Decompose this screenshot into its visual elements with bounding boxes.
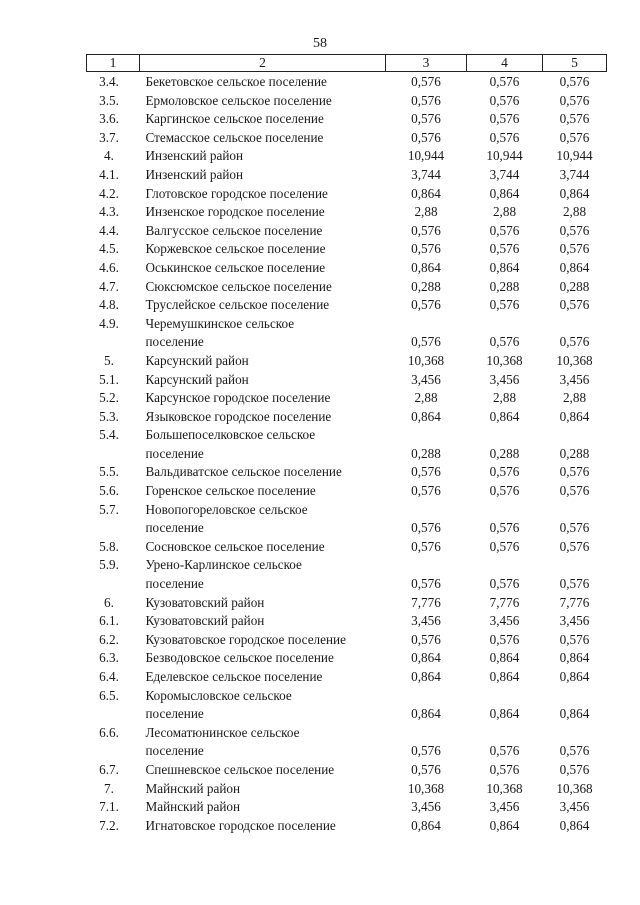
row-value-col-4: 0,576 bbox=[489, 241, 520, 257]
table-row bbox=[87, 556, 607, 593]
table-row bbox=[87, 371, 607, 390]
table-row bbox=[87, 426, 607, 463]
row-name-line: Новопогореловское сельское bbox=[145, 501, 308, 517]
row-value-col-4: 0,576 bbox=[489, 464, 520, 480]
row-value-col-4: 0,864 bbox=[489, 185, 520, 201]
row-value-col-5: 0,864 bbox=[559, 669, 590, 684]
row-name-line: Валгусское сельское поселение bbox=[145, 222, 323, 238]
row-name bbox=[140, 92, 386, 111]
row-name bbox=[140, 612, 386, 631]
row-name bbox=[140, 72, 386, 92]
row-value-col-4: 0,864 bbox=[489, 650, 520, 666]
row-name-line: Оськинское сельское поселение bbox=[145, 259, 326, 275]
row-value-col-5: 10,368 bbox=[556, 352, 593, 368]
row-value-col-5: 0,576 bbox=[559, 111, 590, 127]
row-value-col-3: 10,368 bbox=[407, 352, 445, 368]
row-name-line: Сюксюмское сельское поселение bbox=[145, 278, 332, 294]
row-name-line: Карсунский район bbox=[145, 352, 249, 368]
table-row bbox=[87, 352, 607, 371]
row-name-line: Стемасское сельское поселение bbox=[145, 129, 324, 145]
row-name-line: Ермоловское сельское поселение bbox=[145, 92, 332, 108]
row-value-col-3: 3,456 bbox=[411, 799, 441, 815]
row-value-col-3: 10,944 bbox=[407, 148, 445, 164]
table-row bbox=[87, 668, 607, 687]
row-name-line: Коржевское сельское поселение bbox=[145, 241, 326, 257]
row-name bbox=[140, 389, 386, 408]
row-value-col-5: 3,456 bbox=[559, 613, 590, 629]
row-value-col-3: 0,576 bbox=[411, 743, 441, 759]
row-name-line: Майнский район bbox=[145, 780, 241, 796]
row-value-col-4: 3,456 bbox=[489, 371, 520, 387]
row-value-col-4: 0,576 bbox=[489, 92, 520, 108]
row-value-col-3: 3,744 bbox=[411, 166, 441, 182]
row-value-col-3: 0,576 bbox=[411, 111, 441, 127]
header-col-3: 3 bbox=[386, 55, 467, 72]
table-row bbox=[87, 612, 607, 631]
row-name-line: Инзенский район bbox=[145, 166, 244, 182]
row-value-col-4: 10,944 bbox=[486, 148, 523, 164]
row-name-line: Кузоватовское городское поселение bbox=[145, 631, 346, 647]
row-name-line-2: поселение bbox=[145, 706, 204, 722]
table-row bbox=[87, 166, 607, 185]
row-name-line-2: поселение bbox=[145, 743, 204, 759]
row-value-col-4: 0,576 bbox=[489, 761, 520, 777]
table-row bbox=[87, 631, 607, 650]
row-name bbox=[140, 147, 386, 166]
row-value-col-4: 3,744 bbox=[489, 166, 520, 182]
row-name-line: Горенское сельское поселение bbox=[145, 483, 316, 499]
row-value-col-4: 0,576 bbox=[489, 576, 520, 592]
table-row bbox=[87, 92, 607, 111]
table-row bbox=[87, 817, 607, 836]
row-name-line: Еделевское сельское поселение bbox=[145, 669, 323, 684]
row-value-col-4: 0,576 bbox=[489, 538, 520, 554]
row-value-col-4: 0,576 bbox=[489, 520, 520, 536]
row-number: 3.6. bbox=[99, 111, 119, 127]
table-row bbox=[87, 185, 607, 204]
table-row bbox=[87, 389, 607, 408]
row-name bbox=[140, 185, 386, 204]
row-value-col-3: 7,776 bbox=[411, 594, 441, 610]
row-value-col-4: 3,456 bbox=[489, 613, 520, 629]
row-value-col-3: 2,88 bbox=[414, 390, 438, 406]
row-value-col-5: 0,576 bbox=[559, 334, 590, 350]
row-number: 5.6. bbox=[99, 483, 119, 499]
row-number: 5.3. bbox=[99, 408, 119, 424]
row-name-line: Лесоматюнинское сельское bbox=[145, 724, 300, 740]
row-value-col-5: 0,576 bbox=[559, 538, 590, 554]
row-value-col-5: 10,944 bbox=[556, 148, 593, 164]
row-value-col-3: 0,576 bbox=[411, 464, 441, 480]
row-name bbox=[140, 668, 386, 687]
row-number: 3.5. bbox=[99, 92, 119, 108]
row-value-col-4: 7,776 bbox=[489, 594, 520, 610]
row-name bbox=[140, 259, 386, 278]
page-number: 58 bbox=[313, 36, 327, 51]
row-name-line: Вальдиватское сельское поселение bbox=[145, 464, 342, 480]
table-row bbox=[87, 240, 607, 259]
row-number: 5.5. bbox=[99, 464, 119, 480]
table-row bbox=[87, 649, 607, 668]
row-value-col-5: 2,88 bbox=[562, 204, 587, 220]
row-number: 7.1. bbox=[99, 799, 119, 815]
row-name bbox=[140, 352, 386, 371]
row-name-line: Игнатовское городское поселение bbox=[145, 817, 336, 833]
row-name bbox=[140, 538, 386, 557]
row-value-col-3: 0,576 bbox=[411, 74, 441, 89]
row-number: 5.9. bbox=[99, 557, 119, 573]
row-value-col-5: 0,576 bbox=[559, 129, 590, 145]
row-number: 6.7. bbox=[99, 761, 119, 777]
table-row bbox=[87, 463, 607, 482]
row-name-line-2: поселение bbox=[145, 520, 204, 536]
row-value-col-5: 0,576 bbox=[559, 92, 590, 108]
row-value-col-5: 0,864 bbox=[559, 408, 590, 424]
row-value-col-5: 0,576 bbox=[559, 464, 590, 480]
row-value-col-5: 0,864 bbox=[559, 817, 590, 833]
row-name bbox=[140, 222, 386, 241]
row-value-col-4: 0,864 bbox=[489, 669, 520, 684]
row-name-line: Инзенский район bbox=[145, 148, 244, 164]
row-name-line: Языковское городское поселение bbox=[145, 408, 332, 424]
row-value-col-4: 0,864 bbox=[489, 408, 520, 424]
row-value-col-4: 0,576 bbox=[489, 334, 520, 350]
row-name bbox=[140, 296, 386, 315]
table-row bbox=[87, 408, 607, 427]
table-row bbox=[87, 203, 607, 222]
row-value-col-3: 0,288 bbox=[411, 278, 441, 294]
row-name-line-2: поселение bbox=[145, 445, 204, 461]
row-number: 4.9. bbox=[99, 315, 119, 331]
row-number: 6.2. bbox=[99, 631, 119, 647]
row-value-col-4: 10,368 bbox=[486, 352, 523, 368]
row-value-col-5: 0,576 bbox=[559, 241, 590, 257]
row-value-col-4: 0,864 bbox=[489, 706, 520, 722]
row-value-col-5: 0,576 bbox=[559, 520, 590, 536]
table-row bbox=[87, 296, 607, 315]
table-row bbox=[87, 687, 607, 724]
table-row bbox=[87, 72, 607, 92]
table-row bbox=[87, 222, 607, 241]
row-value-col-5: 0,288 bbox=[559, 445, 590, 461]
row-value-col-4: 0,576 bbox=[489, 222, 520, 238]
row-value-col-3: 0,864 bbox=[411, 706, 441, 722]
row-number: 5. bbox=[104, 352, 114, 368]
row-name bbox=[140, 687, 386, 724]
row-name-line: Черемушкинское сельское bbox=[145, 315, 295, 331]
row-value-col-3: 0,576 bbox=[411, 334, 441, 350]
row-number: 4.3. bbox=[99, 204, 119, 220]
row-value-col-5: 0,576 bbox=[559, 222, 590, 238]
row-value-col-5: 0,576 bbox=[559, 74, 590, 89]
row-value-col-5: 3,456 bbox=[559, 799, 590, 815]
row-value-col-3: 0,864 bbox=[411, 669, 441, 684]
row-value-col-3: 0,576 bbox=[411, 297, 441, 313]
table-row bbox=[87, 780, 607, 799]
row-name bbox=[140, 556, 386, 593]
row-value-col-3: 2,88 bbox=[414, 204, 438, 220]
table-row bbox=[87, 798, 607, 817]
row-name-line: Карсунский район bbox=[145, 371, 249, 387]
row-value-col-5: 0,864 bbox=[559, 650, 590, 666]
row-value-col-5: 0,288 bbox=[559, 278, 590, 294]
row-number: 4.4. bbox=[99, 222, 119, 238]
table-row bbox=[87, 724, 607, 761]
row-value-col-3: 0,576 bbox=[411, 129, 441, 145]
row-name-line: Инзенское городское поселение bbox=[145, 204, 325, 220]
row-number: 4.8. bbox=[99, 297, 119, 313]
row-number: 4.2. bbox=[99, 185, 119, 201]
row-value-col-3: 0,576 bbox=[411, 483, 441, 499]
row-value-col-4: 2,88 bbox=[492, 204, 517, 220]
row-number: 3.7. bbox=[99, 129, 119, 145]
row-value-col-5: 0,864 bbox=[559, 706, 590, 722]
row-name bbox=[140, 203, 386, 222]
row-name bbox=[140, 371, 386, 390]
row-value-col-3: 0,576 bbox=[411, 92, 441, 108]
row-value-col-3: 0,864 bbox=[411, 185, 441, 201]
table-row bbox=[87, 482, 607, 501]
row-number: 4.5. bbox=[99, 241, 119, 257]
row-value-col-3: 0,576 bbox=[411, 631, 441, 647]
row-name bbox=[140, 631, 386, 650]
row-value-col-5: 0,864 bbox=[559, 259, 590, 275]
row-number: 6.3. bbox=[99, 650, 119, 666]
row-name-line: Коромысловское сельское bbox=[145, 687, 292, 703]
data-table bbox=[86, 54, 607, 835]
row-value-col-3: 0,288 bbox=[411, 445, 441, 461]
row-value-col-3: 0,576 bbox=[411, 761, 441, 777]
row-value-col-5: 2,88 bbox=[562, 390, 587, 406]
row-name bbox=[140, 798, 386, 817]
table-row bbox=[87, 278, 607, 297]
table-header bbox=[87, 55, 607, 72]
row-name-line: Труслейское сельское поселение bbox=[145, 297, 330, 313]
row-number: 6.6. bbox=[99, 724, 119, 740]
table-body bbox=[87, 72, 607, 836]
row-name bbox=[140, 501, 386, 538]
row-name-line: Урено-Карлинское сельское bbox=[145, 557, 302, 573]
row-value-col-3: 0,864 bbox=[411, 408, 441, 424]
row-name-line: Кузоватовский район bbox=[145, 594, 265, 610]
row-value-col-4: 0,576 bbox=[489, 483, 520, 499]
row-name bbox=[140, 761, 386, 780]
row-name-line-2: поселение bbox=[145, 334, 204, 350]
header-col-2: 2 bbox=[140, 55, 386, 72]
row-number: 5.2. bbox=[99, 390, 119, 406]
table-row bbox=[87, 147, 607, 166]
row-value-col-4: 0,864 bbox=[489, 259, 520, 275]
row-name-line: Большепоселковское сельское bbox=[145, 427, 316, 443]
row-name bbox=[140, 482, 386, 501]
header-col-1: 1 bbox=[87, 55, 140, 72]
row-value-col-4: 0,288 bbox=[489, 278, 520, 294]
row-number: 5.1. bbox=[99, 371, 119, 387]
row-name-line-2: поселение bbox=[145, 576, 204, 592]
row-number: 7.2. bbox=[99, 817, 119, 833]
row-value-col-4: 0,576 bbox=[489, 74, 520, 89]
table-row bbox=[87, 761, 607, 780]
table-row bbox=[87, 538, 607, 557]
row-value-col-5: 0,576 bbox=[559, 297, 590, 313]
row-name bbox=[140, 408, 386, 427]
row-name bbox=[140, 724, 386, 761]
row-number: 6.5. bbox=[99, 687, 119, 703]
table-row bbox=[87, 259, 607, 278]
row-value-col-3: 0,576 bbox=[411, 222, 441, 238]
row-value-col-3: 0,864 bbox=[411, 650, 441, 666]
row-name bbox=[140, 463, 386, 482]
row-value-col-3: 0,576 bbox=[411, 538, 441, 554]
row-value-col-5: 0,576 bbox=[559, 631, 590, 647]
row-value-col-3: 3,456 bbox=[411, 613, 441, 629]
row-value-col-4: 3,456 bbox=[489, 799, 520, 815]
row-value-col-3: 0,864 bbox=[411, 817, 441, 833]
row-value-col-5: 3,456 bbox=[559, 371, 590, 387]
row-name-line: Глотовское городское поселение bbox=[145, 185, 328, 201]
row-number: 4.1. bbox=[99, 166, 119, 182]
row-name bbox=[140, 166, 386, 185]
table-row bbox=[87, 501, 607, 538]
row-name bbox=[140, 278, 386, 297]
row-name bbox=[140, 240, 386, 259]
row-value-col-5: 0,576 bbox=[559, 743, 590, 759]
row-name-line: Бекетовское сельское поселение bbox=[145, 74, 327, 89]
header-col-5: 5 bbox=[543, 55, 607, 72]
row-number: 5.4. bbox=[99, 427, 119, 443]
row-number: 5.8. bbox=[99, 538, 119, 554]
row-value-col-4: 0,576 bbox=[489, 129, 520, 145]
row-value-col-4: 10,368 bbox=[486, 780, 523, 796]
row-value-col-3: 0,864 bbox=[411, 259, 441, 275]
row-name-line: Карсунское городское поселение bbox=[145, 390, 331, 406]
row-value-col-5: 10,368 bbox=[556, 780, 593, 796]
row-name-line: Безводовское сельское поселение bbox=[145, 650, 334, 666]
table-row bbox=[87, 315, 607, 352]
row-value-col-5: 0,576 bbox=[559, 761, 590, 777]
row-number: 6. bbox=[104, 594, 114, 610]
row-number: 6.1. bbox=[99, 613, 119, 629]
row-number: 4. bbox=[104, 148, 114, 164]
row-name-line: Кузоватовский район bbox=[145, 613, 265, 629]
row-number: 3.4. bbox=[99, 74, 119, 89]
table-row bbox=[87, 129, 607, 148]
row-value-col-3: 0,576 bbox=[411, 241, 441, 257]
row-value-col-4: 0,864 bbox=[489, 817, 520, 833]
row-value-col-4: 0,576 bbox=[489, 743, 520, 759]
row-value-col-3: 0,576 bbox=[411, 576, 441, 592]
row-value-col-5: 0,576 bbox=[559, 483, 590, 499]
row-number: 7. bbox=[104, 780, 114, 796]
row-name bbox=[140, 817, 386, 836]
row-name bbox=[140, 649, 386, 668]
row-value-col-3: 3,456 bbox=[411, 371, 441, 387]
row-name-line: Каргинское сельское поселение bbox=[145, 111, 324, 127]
row-value-col-4: 0,576 bbox=[489, 111, 520, 127]
row-value-col-5: 0,576 bbox=[559, 576, 590, 592]
row-name bbox=[140, 110, 386, 129]
row-name-line: Майнский район bbox=[145, 799, 241, 815]
row-name bbox=[140, 129, 386, 148]
row-number: 6.4. bbox=[99, 669, 119, 684]
row-number: 4.7. bbox=[99, 278, 119, 294]
table-row bbox=[87, 594, 607, 613]
row-value-col-3: 10,368 bbox=[407, 780, 445, 796]
row-value-col-5: 3,744 bbox=[559, 166, 590, 182]
row-name bbox=[140, 426, 386, 463]
row-name-line: Сосновское сельское поселение bbox=[145, 538, 325, 554]
row-name-line: Спешневское сельское поселение bbox=[145, 761, 335, 777]
header-col-4: 4 bbox=[467, 55, 543, 72]
table-row bbox=[87, 110, 607, 129]
row-value-col-4: 0,576 bbox=[489, 297, 520, 313]
row-name bbox=[140, 594, 386, 613]
row-name bbox=[140, 780, 386, 799]
row-number: 4.6. bbox=[99, 259, 119, 275]
row-value-col-4: 0,576 bbox=[489, 631, 520, 647]
row-value-col-5: 7,776 bbox=[559, 594, 590, 610]
row-name bbox=[140, 315, 386, 352]
row-value-col-4: 2,88 bbox=[492, 390, 517, 406]
row-value-col-5: 0,864 bbox=[559, 185, 590, 201]
row-number: 5.7. bbox=[99, 501, 119, 517]
row-value-col-4: 0,288 bbox=[489, 445, 520, 461]
row-value-col-3: 0,576 bbox=[411, 520, 441, 536]
